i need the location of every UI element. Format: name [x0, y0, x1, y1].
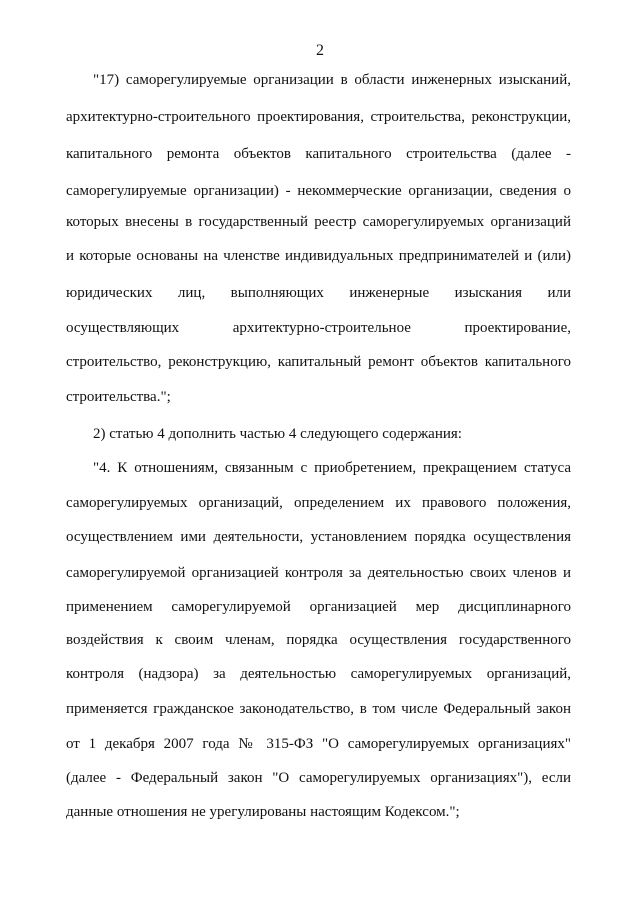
text-line: осуществлением ими деятельности, установлением порядка осуществления — [66, 529, 571, 545]
text-line: данные отношения не урегулированы настоящим Кодексом."; — [66, 804, 460, 820]
text-line: которых внесены в государственный реестр саморегулируемых организаций — [66, 214, 571, 230]
text-line: строительство, реконструкцию, капитальный ремонт объектов капитального — [66, 354, 571, 370]
text-line: 2) статью 4 дополнить частью 4 следующего содержания: — [93, 426, 462, 442]
text-line: "17) саморегулируемые организации в области инженерных изысканий, — [93, 72, 571, 88]
text-line: саморегулируемой организацией контроля за деятельностью своих членов и — [66, 565, 571, 581]
text-line: воздействия к своим членам, порядка осуществления государственного — [66, 632, 571, 648]
text-line: (далее - Федеральный закон "О саморегулируемых организациях"), если — [66, 770, 571, 786]
text-line: и которые основаны на членстве индивидуальных предпринимателей и (или) — [66, 248, 571, 264]
text-line: архитектурно-строительного проектирования, строительства, реконструкции, — [66, 109, 571, 125]
text-line: строительства."; — [66, 389, 171, 405]
text-line: осуществляющих архитектурно-строительное проектирование, — [66, 320, 571, 336]
text-line: капитального ремонта объектов капитального строительства (далее - — [66, 146, 571, 162]
text-line: юридических лиц, выполняющих инженерные изыскания или — [66, 285, 571, 301]
text-line: применением саморегулируемой организацией мер дисциплинарного — [66, 599, 571, 615]
page-number: 2 — [316, 42, 324, 59]
text-line: применяется гражданское законодательство, в том числе Федеральный закон — [66, 701, 571, 717]
text-line: саморегулируемых организаций, определением их правового положения, — [66, 495, 571, 511]
text-line: саморегулируемые организации) - некоммерческие организации, сведения о — [66, 183, 571, 199]
text-line: "4. К отношениям, связанным с приобретением, прекращением статуса — [93, 460, 571, 476]
text-line: контроля (надзора) за деятельностью саморегулируемых организаций, — [66, 666, 571, 682]
text-line: от 1 декабря 2007 года № 315-ФЗ "О саморегулируемых организациях" — [66, 736, 571, 752]
